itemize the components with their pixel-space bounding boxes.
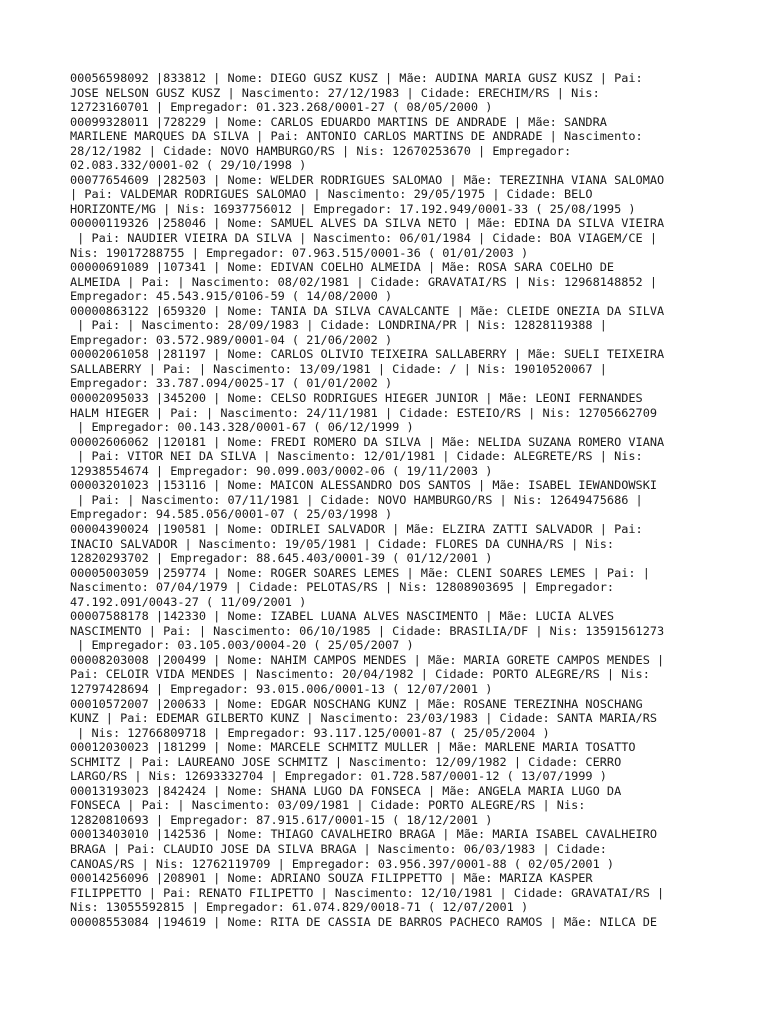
text-line: Nis: 19017288755 | Empregador: 07.963.515/0001-36 ( 01/01/2003 )	[70, 245, 529, 260]
text-line: 00005003059 |259774 | Nome: ROGER SOARES LEMES | Mãe: CLENI SOARES LEMES | Pai: |	[70, 565, 650, 580]
text-line: 00007588178 |142330 | Nome: IZABEL LUANA ALVES NASCIMENTO | Mãe: LUCIA ALVES	[70, 609, 615, 624]
text-line: 00013193023 |842424 | Nome: SHANA LUGO DA FONSECA | Mãe: ANGELA MARIA LUGO DA	[70, 783, 622, 798]
document-page	[70, 71, 710, 944]
text-line: 12938554674 | Empregador: 90.099.003/0002-06 ( 19/11/2003 )	[70, 463, 493, 478]
text-line: CANOAS/RS | Nis: 12762119709 | Empregador: 03.956.397/0001-88 ( 02/05/2001 )	[70, 856, 615, 871]
text-line: 00099328011 |728229 | Nome: CARLOS EDUARDO MARTINS DE ANDRADE | Mãe: SANDRA	[70, 114, 607, 129]
text-line: 12723160701 | Empregador: 01.323.268/0001-27 ( 08/05/2000 )	[70, 100, 493, 115]
text-line: 47.192.091/0043-27 ( 11/09/2001 )	[70, 594, 307, 609]
text-line: 28/12/1982 | Cidade: NOVO HAMBURGO/RS | Nis: 12670253670 | Empregador:	[70, 143, 572, 158]
text-line: 00077654609 |282503 | Nome: WELDER RODRIGUES SALOMAO | Mãe: TEREZINHA VIANA SALOMAO	[70, 172, 665, 187]
text-line: | Nis: 12766809718 | Empregador: 93.117.125/0001-87 ( 25/05/2004 )	[70, 725, 550, 740]
text-line: 00012030023 |181299 | Nome: MARCELE SCHMITZ MULLER | Mãe: MARLENE MARIA TOSATTO	[70, 740, 636, 755]
text-line: 00000691089 |107341 | Nome: EDIVAN COELHO ALMEIDA | Mãe: ROSA SARA COELHO DE	[70, 260, 615, 275]
text-line: 00002061058 |281197 | Nome: CARLOS OLIVIO TEIXEIRA SALLABERRY | Mãe: SUELI TEIXEIRA	[70, 347, 665, 362]
text-line: | Pai: | Nascimento: 07/11/1981 | Cidade: NOVO HAMBURGO/RS | Nis: 12649475686 |	[70, 492, 643, 507]
text-line: 00004390024 |190581 | Nome: ODIRLEI SALVADOR | Mãe: ELZIRA ZATTI SALVADOR | Pai:	[70, 521, 643, 536]
text-line: 00010572007 |200633 | Nome: EDGAR NOSCHANG KUNZ | Mãe: ROSANE TEREZINHA NOSCHANG	[70, 696, 643, 711]
text-line: Nis: 13055592815 | Empregador: 61.074.829/0018-71 ( 12/07/2001 )	[70, 900, 529, 915]
text-line: | Pai: NAUDIER VIEIRA DA SILVA | Nascimento: 06/01/1984 | Cidade: BOA VIAGEM/CE |	[70, 231, 658, 246]
text-line: JOSE NELSON GUSZ KUSZ | Nascimento: 27/12/1983 | Cidade: ERECHIM/RS | Nis:	[70, 85, 600, 100]
text-line: SCHMITZ | Pai: LAUREANO JOSE SCHMITZ | Nascimento: 12/09/1982 | Cidade: CERRO	[70, 754, 622, 769]
text-line: Empregador: 03.572.989/0001-04 ( 21/06/2002 )	[70, 332, 393, 347]
text-line: KUNZ | Pai: EDEMAR GILBERTO KUNZ | Nascimento: 23/03/1983 | Cidade: SANTA MARIA/RS	[70, 711, 658, 726]
text-line: 00056598092 |833812 | Nome: DIEGO GUSZ KUSZ | Mãe: AUDINA MARIA GUSZ KUSZ | Pai:	[70, 71, 643, 85]
text-line: | Pai: VALDEMAR RODRIGUES SALOMAO | Nascimento: 29/05/1975 | Cidade: BELO	[70, 187, 593, 202]
text-line: Pai: CELOIR VIDA MENDES | Nascimento: 20/04/1982 | Cidade: PORTO ALEGRE/RS | Nis:	[70, 667, 650, 682]
text-line: 00008553084 |194619 | Nome: RITA DE CASSIA DE BARROS PACHECO RAMOS | Mãe: NILCA DE	[70, 914, 658, 929]
text-line: SALLABERRY | Pai: | Nascimento: 13/09/1981 | Cidade: / | Nis: 19010520067 |	[70, 361, 607, 376]
text-line: Empregador: 94.585.056/0001-07 ( 25/03/1998 )	[70, 507, 393, 522]
text-line: NASCIMENTO | Pai: | Nascimento: 06/10/1985 | Cidade: BRASILIA/DF | Nis: 13591561273	[70, 623, 665, 638]
text-line: | Empregador: 03.105.003/0004-20 ( 25/05/2007 )	[70, 638, 414, 653]
text-line: HALM HIEGER | Pai: | Nascimento: 24/11/1981 | Cidade: ESTEIO/RS | Nis: 12705662709	[70, 405, 658, 420]
text-line: BRAGA | Pai: CLAUDIO JOSE DA SILVA BRAGA | Nascimento: 06/03/1983 | Cidade:	[70, 841, 607, 856]
text-line: FONSECA | Pai: | Nascimento: 03/09/1981 | Cidade: PORTO ALEGRE/RS | Nis:	[70, 798, 586, 813]
text-line: FILIPPETTO | Pai: RENATO FILIPETTO | Nascimento: 12/10/1981 | Cidade: GRAVATAI/RS |	[70, 885, 665, 900]
text-line: 00000119326 |258046 | Nome: SAMUEL ALVES DA SILVA NETO | Mãe: EDINA DA SILVA VIEIRA	[70, 216, 665, 231]
text-line: INACIO SALVADOR | Nascimento: 19/05/1981 | Cidade: FLORES DA CUNHA/RS | Nis:	[70, 536, 615, 551]
text-line: 00014256096 |208901 | Nome: ADRIANO SOUZA FILIPPETTO | Mãe: MARIZA KASPER	[70, 871, 593, 886]
text-line: 12820293702 | Empregador: 88.645.403/0001-39 ( 01/12/2001 )	[70, 551, 493, 566]
text-line: | Pai: VITOR NEI DA SILVA | Nascimento: 12/01/1981 | Cidade: ALEGRETE/RS | Nis:	[70, 449, 643, 464]
text-line: | Empregador: 00.143.328/0001-67 ( 06/12/1999 )	[70, 420, 414, 435]
text-line: 02.083.332/0001-02 ( 29/10/1998 )	[70, 158, 307, 173]
text-line: LARGO/RS | Nis: 12693332704 | Empregador: 01.728.587/0001-12 ( 13/07/1999 )	[70, 769, 607, 784]
text-line: 12820810693 | Empregador: 87.915.617/0001-15 ( 18/12/2001 )	[70, 812, 493, 827]
text-line: 00003201023 |153116 | Nome: MAICON ALESSANDRO DOS SANTOS | Mãe: ISABEL IEWANDOWSKI	[70, 478, 658, 493]
text-line: 12797428694 | Empregador: 93.015.006/0001-13 ( 12/07/2001 )	[70, 681, 493, 696]
text-line: | Pai: | Nascimento: 28/09/1983 | Cidade: LONDRINA/PR | Nis: 12828119388 |	[70, 318, 607, 333]
text-line: Nascimento: 07/04/1979 | Cidade: PELOTAS/RS | Nis: 12808903695 | Empregador:	[70, 580, 615, 595]
text-line: 00000863122 |659320 | Nome: TANIA DA SILVA CAVALCANTE | Mãe: CLEIDE ONEZIA DA SILVA	[70, 303, 665, 318]
text-line: 00002095033 |345200 | Nome: CELSO RODRIGUES HIEGER JUNIOR | Mãe: LEONI FERNANDES	[70, 391, 643, 406]
text-line: 00002606062 |120181 | Nome: FREDI ROMERO DA SILVA | Mãe: NELIDA SUZANA ROMERO VIANA	[70, 434, 665, 449]
text-line: MARILENE MARQUES DA SILVA | Pai: ANTONIO CARLOS MARTINS DE ANDRADE | Nascimento:	[70, 129, 643, 144]
text-line: 00013403010 |142536 | Nome: THIAGO CAVALHEIRO BRAGA | Mãe: MARIA ISABEL CAVALHEIRO	[70, 827, 658, 842]
text-line: 00008203008 |200499 | Nome: NAHIM CAMPOS MENDES | Mãe: MARIA GORETE CAMPOS MENDES |	[70, 652, 665, 667]
text-line: Empregador: 33.787.094/0025-17 ( 01/01/2002 )	[70, 376, 393, 391]
text-line: Empregador: 45.543.915/0106-59 ( 14/08/2000 )	[70, 289, 393, 304]
text-line: HORIZONTE/MG | Nis: 16937756012 | Empregador: 17.192.949/0001-33 ( 25/08/1995 )	[70, 201, 636, 216]
text-line: ALMEIDA | Pai: | Nascimento: 08/02/1981 | Cidade: GRAVATAI/RS | Nis: 12968148852 |	[70, 274, 658, 289]
text-line	[70, 929, 710, 944]
